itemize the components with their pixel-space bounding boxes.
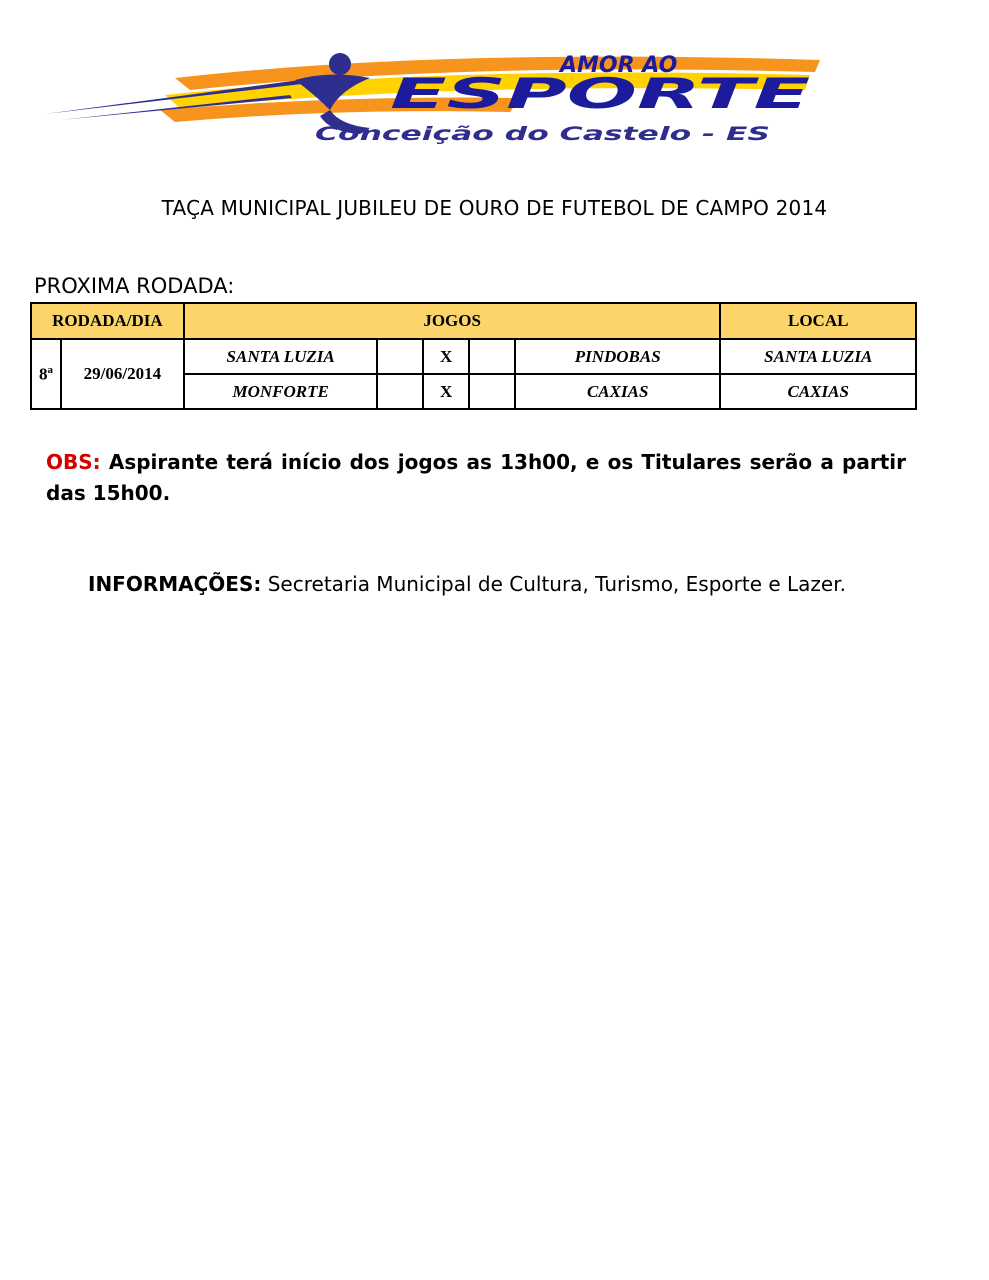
away-score: [469, 374, 515, 409]
venue: SANTA LUZIA: [720, 339, 916, 374]
logo-runner-head: [329, 53, 351, 75]
info-text: Secretaria Municipal de Cultura, Turismo, Esporte e Lazer.: [267, 572, 846, 596]
header-round-day: RODADA/DIA: [31, 303, 184, 339]
home-score: [377, 339, 423, 374]
next-round-label: PROXIMA RODADA:: [34, 274, 235, 298]
logo-graphic: [40, 50, 830, 150]
versus: X: [423, 374, 469, 409]
logo-line1: AMOR AO: [560, 53, 678, 78]
round-number-value: 8: [38, 364, 48, 384]
venue: CAXIAS: [720, 374, 916, 409]
header-games: JOGOS: [184, 303, 721, 339]
table-row: [31, 339, 916, 374]
obs-label: OBS:: [46, 450, 101, 474]
versus: X: [423, 339, 469, 374]
info-label: INFORMAÇÕES:: [88, 572, 262, 596]
observation-note: [46, 447, 906, 509]
round-number: [31, 339, 61, 409]
home-team: MONFORTE: [184, 374, 378, 409]
amor-ao-esporte-logo: [40, 50, 830, 150]
home-score: [377, 374, 423, 409]
page-title: TAÇA MUNICIPAL JUBILEU DE OURO DE FUTEBOL DE CAMPO 2014: [161, 196, 828, 220]
obs-text: Aspirante terá início dos jogos as 13h00, e os Titulares serão a partir das 15h00.: [46, 450, 907, 505]
round-ordinal: a: [47, 363, 53, 376]
table-header-row: [31, 303, 916, 339]
away-team: CAXIAS: [515, 374, 721, 409]
logo-line3: Conceição do Castelo - ES: [315, 123, 770, 145]
away-score: [469, 339, 515, 374]
away-team: PINDOBAS: [515, 339, 721, 374]
logo-line2: ESPORTE: [390, 69, 811, 118]
information-line: [88, 572, 846, 596]
home-team: SANTA LUZIA: [184, 339, 378, 374]
schedule-table: [30, 302, 917, 410]
round-date: 29/06/2014: [61, 339, 184, 409]
header-venue: LOCAL: [720, 303, 916, 339]
